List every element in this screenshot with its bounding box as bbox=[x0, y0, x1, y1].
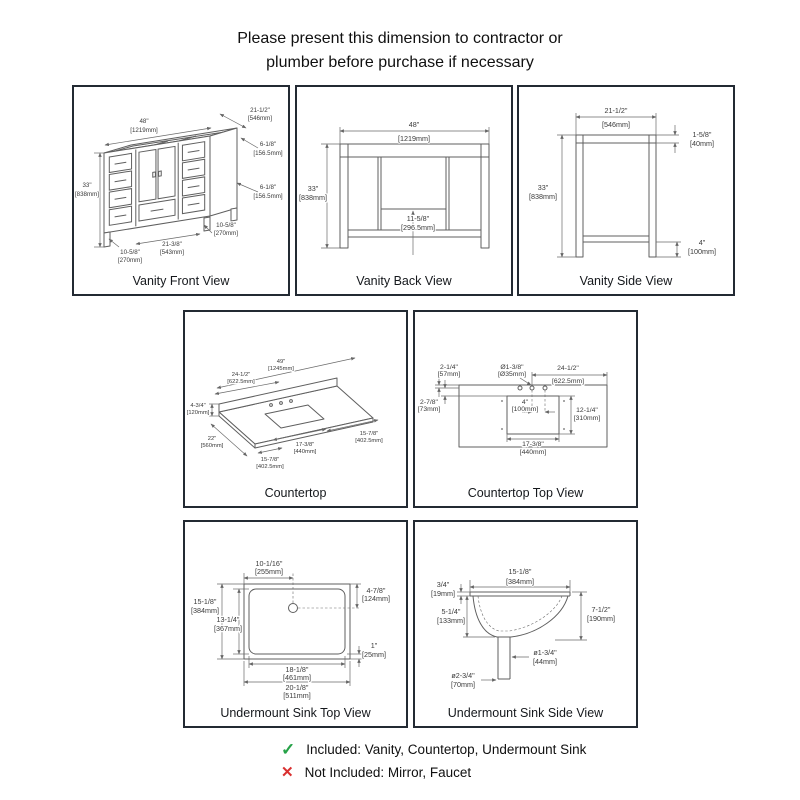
dim-label: [124mm] bbox=[362, 594, 390, 603]
dim-label: 20-1/8" bbox=[285, 683, 309, 692]
panel-caption: Undermount Sink Side View bbox=[447, 706, 604, 720]
header-line-2: plumber before purchase if necessary bbox=[266, 54, 534, 71]
dim-label: [543mm] bbox=[159, 249, 185, 256]
dim-label: ø1-3/4" bbox=[533, 648, 557, 657]
dim-label: 48" bbox=[408, 120, 420, 129]
dim-label: [133mm] bbox=[437, 616, 465, 625]
panel-caption: Undermount Sink Top View bbox=[220, 706, 371, 720]
dim-label: 49" bbox=[276, 359, 286, 365]
sink-top-view-drawing bbox=[185, 522, 406, 704]
dimension-labels bbox=[299, 120, 435, 232]
dim-label: 33" bbox=[82, 182, 92, 189]
dim-label: [270mm] bbox=[213, 230, 239, 237]
dim-label: 15-7/8" bbox=[359, 431, 379, 437]
dim-label: 1" bbox=[370, 641, 378, 650]
dim-label: 4" bbox=[521, 399, 529, 406]
dim-label: [440mm] bbox=[293, 449, 317, 455]
dim-label: 5-1/4" bbox=[441, 607, 461, 616]
dim-label: [838mm] bbox=[74, 191, 100, 198]
dim-label: [546mm] bbox=[602, 120, 630, 129]
cross-icon: ✕ bbox=[281, 764, 294, 781]
dim-label: [622.5mm] bbox=[227, 379, 255, 385]
dim-label: [156.5mm] bbox=[253, 193, 283, 200]
dimension-labels bbox=[529, 106, 716, 256]
dim-label: [622.5mm] bbox=[551, 378, 585, 385]
dim-label: [402.5mm] bbox=[256, 464, 284, 470]
dim-label: Ø1-3/8" bbox=[500, 364, 524, 371]
dim-label: 7-1/2" bbox=[591, 605, 611, 614]
dim-label: 17-3/8" bbox=[522, 441, 544, 448]
dim-label: 24-1/2" bbox=[557, 365, 579, 372]
countertop-outline bbox=[219, 378, 373, 448]
dim-label: 22" bbox=[207, 436, 217, 442]
dim-label: 21-3/8" bbox=[162, 241, 182, 248]
dim-label: 48" bbox=[139, 118, 149, 125]
dim-label: 21-1/2" bbox=[250, 107, 270, 114]
sink-outline bbox=[244, 584, 350, 659]
vanity-back-view-drawing bbox=[297, 87, 511, 270]
dim-label: [44mm] bbox=[533, 657, 557, 666]
dim-label: 17-3/8" bbox=[295, 442, 315, 448]
dim-label: [156.5mm] bbox=[253, 150, 283, 157]
dim-label: 10-5/8" bbox=[120, 249, 140, 256]
panel-countertop bbox=[183, 310, 408, 508]
panel-vanity-back-view bbox=[295, 85, 513, 296]
dimension-lines bbox=[457, 580, 587, 680]
dim-label: [100mm] bbox=[688, 247, 716, 256]
dim-label: [384mm] bbox=[506, 577, 534, 586]
dim-label: 15-7/8" bbox=[260, 457, 280, 463]
dim-label: 3/4" bbox=[436, 580, 450, 589]
dim-label: [402.5mm] bbox=[355, 438, 383, 444]
dim-label: [1245mm] bbox=[268, 366, 294, 372]
dim-label: [296.5mm] bbox=[401, 223, 435, 232]
panel-vanity-side-view bbox=[517, 85, 735, 296]
dim-label: 33" bbox=[537, 183, 549, 192]
countertop-top-view-drawing bbox=[415, 312, 636, 482]
dim-label: 10-5/8" bbox=[216, 222, 236, 229]
cabinet-outline bbox=[340, 144, 489, 248]
dim-label: [310mm] bbox=[573, 415, 601, 422]
panel-sink-side-view bbox=[413, 520, 638, 728]
dim-label: 18-1/8" bbox=[285, 665, 309, 674]
dim-label: [100mm] bbox=[511, 406, 539, 413]
dim-label: [Ø35mm] bbox=[498, 371, 526, 378]
dim-label: [70mm] bbox=[451, 680, 475, 689]
dim-label: 33" bbox=[307, 184, 319, 193]
dim-label: 6-1/8" bbox=[259, 141, 277, 148]
dim-label: [838mm] bbox=[529, 192, 557, 201]
sink-side-view-drawing bbox=[415, 522, 636, 704]
check-icon: ✓ bbox=[281, 740, 296, 759]
dim-label: 4" bbox=[698, 238, 706, 247]
included-row bbox=[281, 741, 586, 758]
dim-label: [367mm] bbox=[214, 624, 242, 633]
panel-caption: Countertop Top View bbox=[467, 486, 584, 500]
countertop-drawing bbox=[185, 312, 406, 482]
dim-label: [384mm] bbox=[191, 606, 219, 615]
dim-label: [838mm] bbox=[299, 193, 327, 202]
dim-label: [560mm] bbox=[200, 443, 224, 449]
not-included-label: Not Included: Mirror, Faucet bbox=[304, 765, 472, 780]
vanity-side-view-drawing bbox=[519, 87, 733, 270]
dimension-labels bbox=[191, 559, 390, 700]
panel-caption: Vanity Back View bbox=[356, 274, 452, 288]
dim-label: [190mm] bbox=[587, 614, 615, 623]
dim-label: 2-1/4" bbox=[440, 364, 458, 371]
dim-label: 4-3/4" bbox=[190, 403, 206, 409]
panel-vanity-front-view bbox=[72, 85, 290, 296]
dimension-labels bbox=[431, 567, 615, 689]
vanity-front-view-drawing bbox=[74, 87, 288, 270]
dim-label: [440mm] bbox=[519, 449, 547, 456]
dim-label: [270mm] bbox=[117, 257, 143, 264]
dim-label: [461mm] bbox=[283, 673, 311, 682]
panel-caption: Vanity Side View bbox=[579, 274, 673, 288]
panel-sink-top-view bbox=[183, 520, 408, 728]
dim-label: [57mm] bbox=[437, 371, 461, 378]
dim-label: ø2-3/4" bbox=[451, 671, 475, 680]
cabinet-outline bbox=[576, 135, 656, 257]
dim-label: 11-5/8" bbox=[406, 214, 430, 223]
dim-label: 6-1/8" bbox=[259, 184, 277, 191]
dim-label: [1219mm] bbox=[398, 134, 430, 143]
dim-label: 15-1/8" bbox=[508, 567, 532, 576]
dimension-labels bbox=[418, 364, 601, 456]
header-line-1: Please present this dimension to contractor or bbox=[237, 30, 563, 47]
dim-label: 13-1/4" bbox=[216, 615, 240, 624]
dim-label: 24-1/2" bbox=[231, 372, 251, 378]
dim-label: [19mm] bbox=[431, 589, 455, 598]
included-label: Included: Vanity, Countertop, Undermount Sink bbox=[306, 742, 587, 757]
dim-label: [546mm] bbox=[247, 115, 273, 122]
dim-label: 21-1/2" bbox=[604, 106, 628, 115]
dim-label: [40mm] bbox=[690, 139, 714, 148]
dim-label: 1-5/8" bbox=[692, 130, 712, 139]
dim-label: [255mm] bbox=[255, 567, 283, 576]
not-included-row bbox=[281, 765, 471, 780]
dim-label: [511mm] bbox=[283, 691, 311, 700]
dim-label: [1219mm] bbox=[130, 127, 158, 134]
dimension-lines bbox=[321, 127, 489, 255]
dim-label: [120mm] bbox=[186, 410, 210, 416]
dim-label: [25mm] bbox=[362, 650, 386, 659]
dim-label: 12-1/4" bbox=[576, 407, 598, 414]
panel-countertop-top-view bbox=[413, 310, 638, 508]
header-note bbox=[0, 27, 800, 75]
dim-label: 10-1/16" bbox=[255, 559, 283, 568]
dim-label: 2-7/8" bbox=[420, 399, 438, 406]
dim-label: 15-1/8" bbox=[193, 597, 217, 606]
panel-caption: Countertop bbox=[264, 486, 327, 500]
dim-label: 4-7/8" bbox=[366, 586, 386, 595]
panel-caption: Vanity Front View bbox=[132, 274, 230, 288]
dim-label: [73mm] bbox=[417, 406, 441, 413]
